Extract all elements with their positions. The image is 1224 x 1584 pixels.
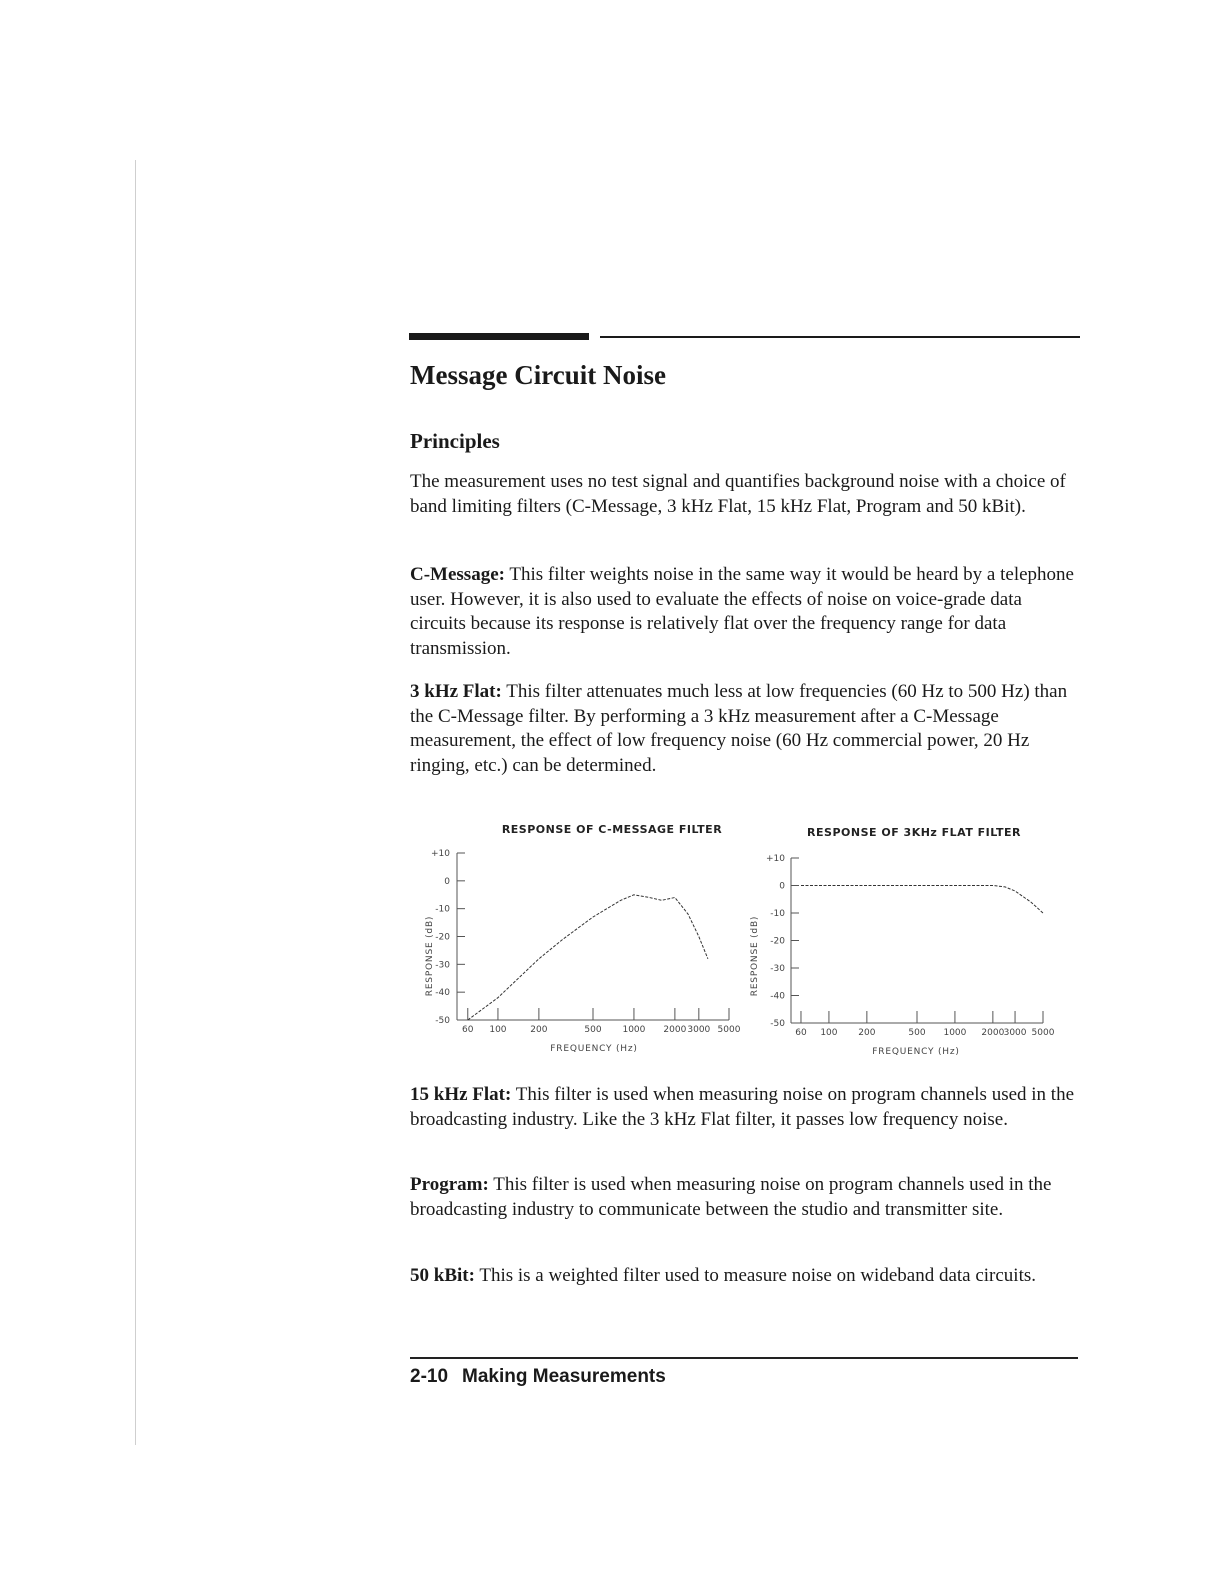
x-tick-label: 200: [858, 1028, 876, 1038]
footer-rule: [410, 1357, 1078, 1359]
left-margin-rule: [135, 160, 136, 1445]
chart-3khz-flat-response: [744, 816, 1055, 1061]
y-tick-label: -30: [770, 964, 785, 974]
x-tick-label: 3000: [1003, 1028, 1027, 1038]
x-tick-label: 1000: [622, 1025, 646, 1035]
term-label: 15 kHz Flat:: [410, 1084, 512, 1105]
section-title: Message Circuit Noise: [410, 360, 666, 390]
x-tick-label: 5000: [717, 1025, 741, 1035]
footer-title: Making Measurements: [462, 1366, 666, 1387]
paragraph-text: This filter weights noise in the same way it would be heard by a telephone user. However, it is also used to evaluate the effects of noise on voice-grade data circuits because its response is relatively flat over the frequency range for data transmission.: [410, 564, 1074, 659]
x-tick-label: 2000: [663, 1025, 687, 1035]
paragraph-c-message: [410, 563, 1078, 661]
x-tick-label: 100: [820, 1028, 838, 1038]
y-tick-label: -20: [435, 932, 450, 943]
chart-title: RESPONSE OF 3KHz FLAT FILTER: [807, 826, 1021, 839]
x-tick-label: 3000: [687, 1025, 711, 1035]
chart-c-message-response: [412, 816, 747, 1061]
y-tick-label: -50: [770, 1019, 785, 1029]
y-axis-label: RESPONSE (dB): [750, 915, 760, 997]
term-label: Program:: [410, 1174, 489, 1195]
y-tick-label: -10: [770, 909, 785, 919]
section-rule-thin: [600, 336, 1080, 338]
x-tick-label: 2000: [981, 1028, 1005, 1038]
x-tick-label: 5000: [1031, 1028, 1055, 1038]
x-tick-label: 60: [795, 1028, 807, 1038]
y-tick-label: -20: [770, 936, 785, 947]
paragraph-50kbit: [410, 1264, 1078, 1289]
y-tick-label: +10: [766, 854, 785, 864]
x-tick-label: 1000: [943, 1028, 967, 1038]
x-tick-label: 500: [584, 1025, 602, 1035]
term-label: C-Message:: [410, 564, 505, 585]
chart-c-message-svg: [412, 816, 747, 1061]
paragraph-text: This filter is used when measuring noise on program channels used in the broadcasting industry to communicate between the studio and transmitter site.: [410, 1174, 1052, 1220]
y-tick-label: -40: [770, 991, 785, 1002]
chart-title: RESPONSE OF C-MESSAGE FILTER: [501, 823, 723, 836]
paragraph-text: This is a weighted filter used to measure noise on wideband data circuits.: [479, 1265, 1037, 1286]
paragraph-program: [410, 1173, 1078, 1222]
y-tick-label: +10: [431, 849, 450, 859]
x-axis-label: FREQUENCY (Hz): [550, 1044, 638, 1054]
y-tick-label: -10: [435, 904, 450, 915]
paragraph-text: This filter is used when measuring noise on program channels used in the broadcasting industry. Like the 3 kHz Flat filter, it passes low frequency noise.: [410, 1084, 1075, 1130]
x-tick-label: 200: [530, 1025, 548, 1035]
y-tick-label: -40: [435, 988, 450, 999]
page-footer: [410, 1366, 666, 1388]
paragraph-text: The measurement uses no test signal and quantifies background noise with a choice of band limiting filters (C-Message, 3 kHz Flat, 15 kHz Flat, Program and 50 kBit).: [410, 471, 1066, 517]
y-tick-label: -30: [435, 960, 450, 971]
y-axis-label: RESPONSE (dB): [425, 915, 435, 997]
y-tick-label: 0: [444, 876, 450, 887]
section-rule-thick: [409, 333, 589, 340]
response-curve: [468, 895, 708, 1020]
response-curve: [801, 886, 1043, 914]
chart-3khz-flat-svg: [744, 816, 1055, 1061]
y-tick-label: 0: [779, 881, 785, 892]
x-tick-label: 500: [908, 1028, 926, 1038]
x-tick-label: 60: [462, 1025, 474, 1035]
x-tick-label: 100: [489, 1025, 507, 1035]
paragraph-text: This filter attenuates much less at low frequencies (60 Hz to 500 Hz) than the C-Message filter. By performing a 3 kHz measurement after a C-Message measurement, the effect of low frequency noise (60 Hz commercial power, 20 Hz ringing, etc.) can be determined.: [410, 681, 1068, 776]
term-label: 3 kHz Flat:: [410, 681, 502, 702]
paragraph-15khz-flat: [410, 1083, 1078, 1132]
subsection-title: Principles: [410, 429, 500, 453]
term-label: 50 kBit:: [410, 1265, 475, 1286]
page-number: 2-10: [410, 1366, 449, 1387]
paragraph-3khz-flat: [410, 680, 1078, 778]
paragraph-intro: [410, 470, 1078, 519]
y-tick-label: -50: [435, 1016, 450, 1026]
x-axis-label: FREQUENCY (Hz): [872, 1047, 960, 1057]
